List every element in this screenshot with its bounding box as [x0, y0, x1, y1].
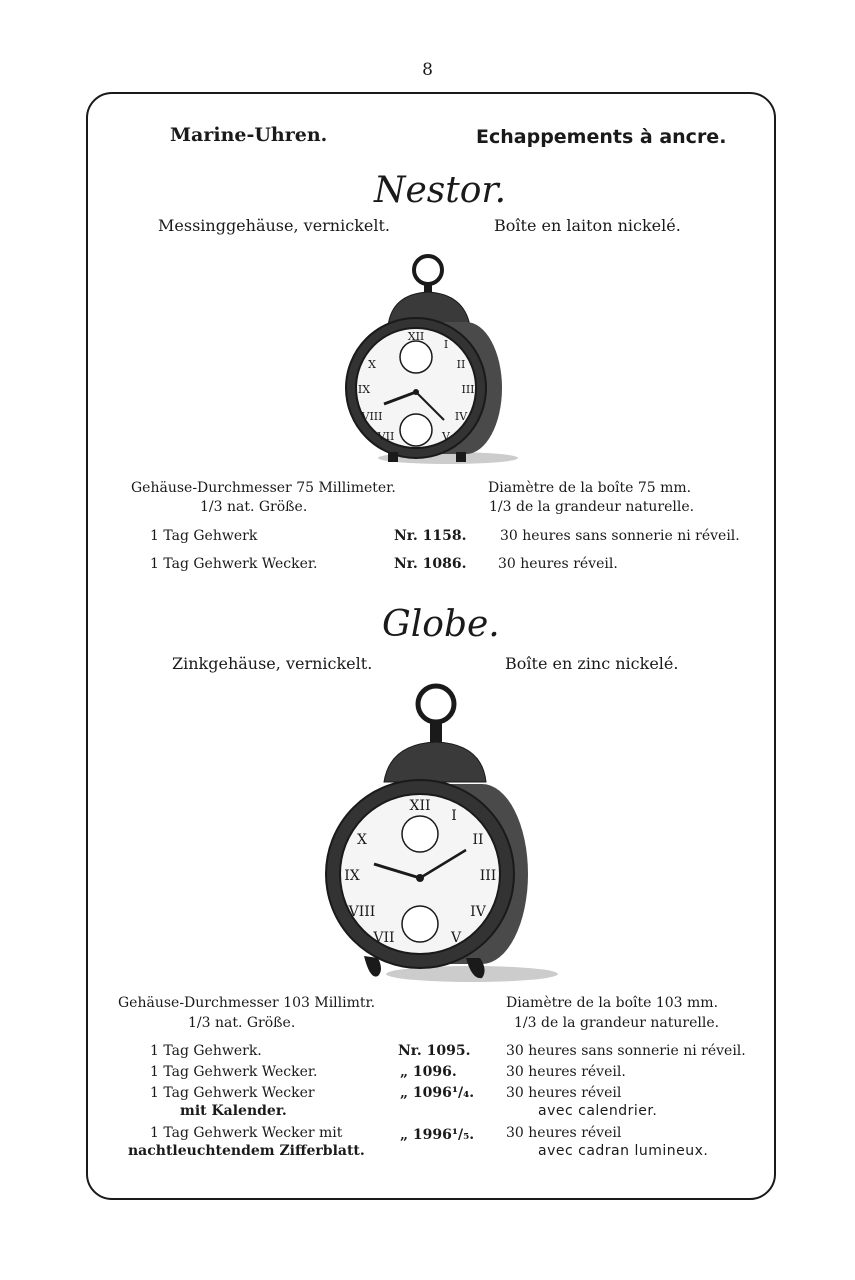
- globe-item-3-de2: mit Kalender.: [180, 1103, 287, 1119]
- svg-text:IV: IV: [470, 904, 486, 920]
- globe-item-3-nr: „ 1096¹/₄.: [400, 1085, 475, 1101]
- nestor-clock-illustration: [336, 244, 526, 469]
- svg-text:V: V: [442, 430, 450, 443]
- nestor-case-fr: Boîte en laiton nickelé.: [494, 216, 681, 235]
- svg-text:XII: XII: [409, 798, 431, 814]
- svg-text:XII: XII: [407, 330, 425, 343]
- globe-item-4-fr: 30 heures réveil: [506, 1125, 622, 1141]
- svg-text:II: II: [456, 358, 466, 371]
- nestor-dim-de: Gehäuse-Durchmesser 75 Millimeter.: [131, 480, 396, 496]
- globe-item-1-de: 1 Tag Gehwerk.: [150, 1043, 262, 1059]
- globe-item-4-fr2: avec cadran lumineux.: [538, 1143, 709, 1159]
- svg-text:VIII: VIII: [348, 904, 376, 920]
- svg-text:I: I: [451, 808, 457, 824]
- header-left: Marine-Uhren.: [170, 124, 328, 146]
- globe-item-1-nr: Nr. 1095.: [398, 1043, 471, 1059]
- globe-item-4-de2: nachtleuchtendem Zifferblatt.: [128, 1143, 365, 1159]
- globe-title: Globe.: [382, 604, 500, 645]
- header-right: Echappements à ancre.: [476, 126, 727, 148]
- globe-item-3-fr2: avec calendrier.: [538, 1103, 658, 1119]
- svg-text:IX: IX: [357, 383, 371, 396]
- globe-case-de: Zinkgehäuse, vernickelt.: [172, 654, 373, 673]
- svg-text:X: X: [368, 358, 376, 371]
- page-number: 8: [422, 60, 433, 80]
- nestor-size-de: 1/3 nat. Größe.: [200, 499, 308, 515]
- globe-item-4-nr: „ 1996¹/₅.: [400, 1127, 475, 1143]
- globe-size-de: 1/3 nat. Größe.: [188, 1015, 296, 1031]
- globe-size-fr: 1/3 de la grandeur naturelle.: [514, 1015, 720, 1031]
- svg-text:VII: VII: [377, 430, 395, 443]
- svg-text:V: V: [450, 930, 462, 946]
- nestor-item-2-de: 1 Tag Gehwerk Wecker.: [150, 556, 318, 572]
- globe-item-1-fr: 30 heures sans sonnerie ni réveil.: [506, 1043, 746, 1059]
- svg-text:IV: IV: [454, 410, 468, 423]
- svg-text:X: X: [357, 832, 367, 848]
- globe-item-3-fr: 30 heures réveil: [506, 1085, 622, 1101]
- nestor-item-1-de: 1 Tag Gehwerk: [150, 528, 258, 544]
- svg-text:III: III: [461, 383, 475, 396]
- globe-case-fr: Boîte en zinc nickelé.: [505, 654, 679, 673]
- globe-item-2-nr: „ 1096.: [400, 1064, 457, 1080]
- nestor-item-1-fr: 30 heures sans sonnerie ni réveil.: [500, 528, 740, 544]
- svg-text:VII: VII: [373, 930, 395, 946]
- svg-text:I: I: [443, 338, 449, 351]
- globe-dim-fr: Diamètre de la boîte 103 mm.: [506, 995, 719, 1011]
- nestor-dim-fr: Diamètre de la boîte 75 mm.: [488, 480, 692, 496]
- nestor-title: Nestor.: [374, 170, 507, 211]
- nestor-item-2-nr: Nr. 1086.: [394, 556, 467, 572]
- svg-text:III: III: [479, 868, 497, 884]
- globe-item-2-de: 1 Tag Gehwerk Wecker.: [150, 1064, 318, 1080]
- nestor-size-fr: 1/3 de la grandeur naturelle.: [489, 499, 695, 515]
- svg-text:VIII: VIII: [361, 410, 383, 423]
- svg-text:II: II: [472, 832, 484, 848]
- globe-item-4-de: 1 Tag Gehwerk Wecker mit: [150, 1125, 343, 1141]
- nestor-case-de: Messinggehäuse, vernickelt.: [158, 216, 390, 235]
- globe-clock-illustration: [322, 678, 562, 990]
- nestor-item-1-nr: Nr. 1158.: [394, 528, 467, 544]
- nestor-item-2-fr: 30 heures réveil.: [498, 556, 618, 572]
- globe-dim-de: Gehäuse-Durchmesser 103 Millimtr.: [118, 995, 376, 1011]
- globe-item-2-fr: 30 heures réveil.: [506, 1064, 626, 1080]
- svg-text:IX: IX: [344, 868, 360, 884]
- globe-item-3-de: 1 Tag Gehwerk Wecker: [150, 1085, 315, 1101]
